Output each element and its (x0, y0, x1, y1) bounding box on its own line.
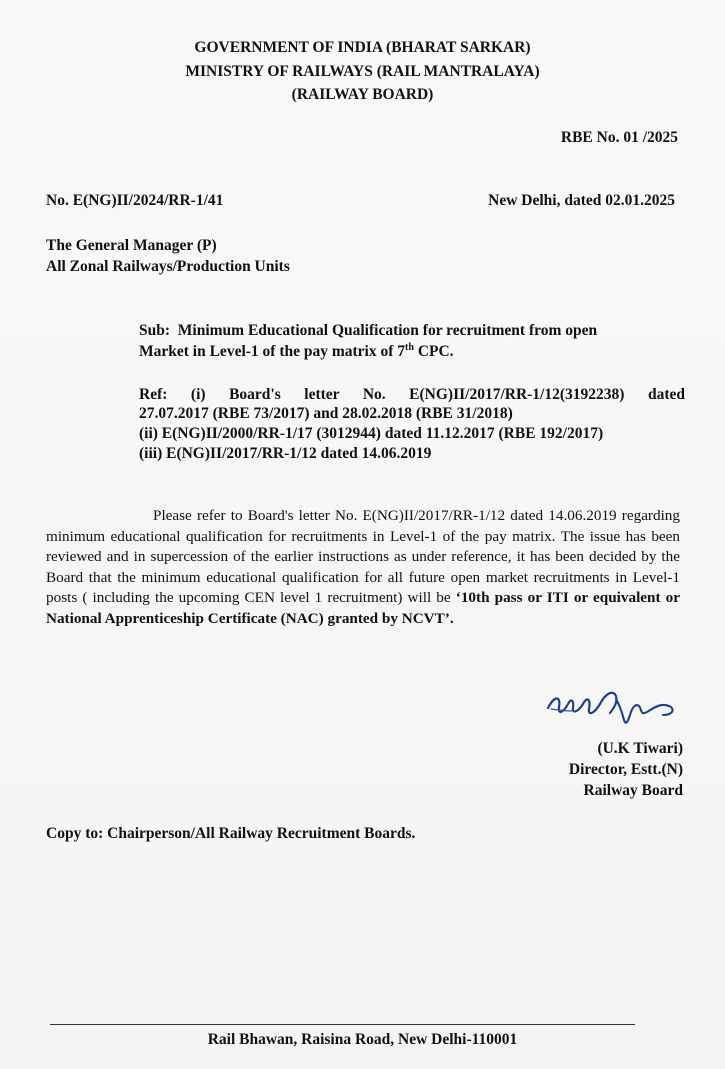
govt-header-line: GOVERNMENT OF INDIA (BHARAT SARKAR) (194, 39, 531, 56)
subject-superscript: th (405, 341, 414, 353)
rbe-number: RBE No. 01 /2025 (560, 129, 678, 146)
subject-line-2 (139, 341, 684, 362)
signatory-name: (U.K Tiwari) (597, 740, 683, 757)
qualification-highlight: ‘10th pass or ITI or equivalent or National Apprenticeship Certificate (NAC) granted by NCVT’. (46, 589, 680, 627)
copy-to-line: Copy to: Chairperson/All Railway Recruitment Boards. (46, 825, 416, 842)
subject-text-line1: Minimum Educational Qualification for recruitment from open (177, 322, 598, 339)
issue-date: New Delhi, dated 02.01.2025 (488, 192, 675, 209)
subject-label: Sub: (139, 322, 171, 339)
reference-line-2: 27.07.2017 (RBE 73/2017) and 28.02.2018 (RBE 31/2018) (139, 405, 513, 422)
signature-image (544, 684, 680, 728)
addressee-units: All Zonal Railways/Production Units (46, 258, 290, 275)
signature (544, 684, 680, 728)
addressee-title: The General Manager (P) (46, 237, 217, 254)
reference-line-3: (ii) E(NG)II/2000/RR-1/17 (3012944) dated 11.12.2017 (RBE 192/2017) (139, 425, 604, 442)
subject-text-line2: Market in Level-1 of the pay matrix of 7 (139, 343, 406, 360)
signatory-office: Railway Board (583, 782, 683, 799)
reference-line-4: (iii) E(NG)II/2017/RR-1/12 dated 14.06.2019 (139, 445, 432, 462)
signatory-designation: Director, Estt.(N) (568, 761, 683, 778)
ministry-header-line: MINISTRY OF RAILWAYS (RAIL MANTRALAYA) (185, 63, 540, 80)
footer-divider (50, 1024, 635, 1025)
board-header-line: (RAILWAY BOARD) (291, 86, 434, 103)
reference-line-1: Ref: (i) Board's letter No. E(NG)II/2017/RR-1/12(3192238) dated (139, 386, 685, 403)
subject-text-line2-end: CPC. (413, 343, 454, 360)
file-number: No. E(NG)II/2024/RR-1/41 (46, 192, 224, 209)
body-paragraph (46, 506, 680, 629)
body-text: Please refer to Board's letter No. E(NG)II/2017/RR-1/12 dated 14.06.2019 regarding minimum educational qualification for recruitments in Level-1 of the pay matrix. The issue has been reviewed and in supercession of the earlier instructions as under reference, it has been decided by the Board that the minimum educational qualification for all future open market recruitments in Level-1 posts ( including the upcoming CEN level 1 recruitment) will be (46, 507, 680, 606)
footer-address: Rail Bhawan, Raisina Road, New Delhi-110001 (207, 1031, 518, 1048)
subject-line-1 (139, 320, 684, 341)
